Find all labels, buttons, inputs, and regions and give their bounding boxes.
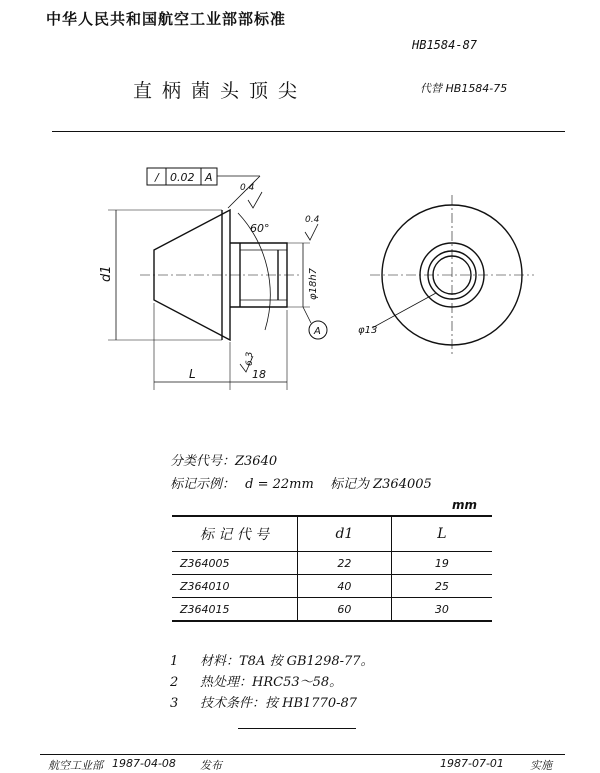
table-header-row — [172, 516, 492, 552]
header-d1: d1 — [298, 516, 392, 552]
note-text: 技术条件：按 HB1770-87 — [200, 696, 358, 711]
row-d1: 40 — [298, 575, 392, 598]
footer-effective-date: 1987-07-01 — [440, 757, 504, 770]
marking-example-value: d = 22mm — [245, 477, 314, 492]
table-row — [172, 575, 492, 598]
roughness-shank-label: 0.4 — [305, 215, 320, 225]
row-d1: 22 — [298, 552, 392, 575]
marking-example — [170, 473, 432, 492]
standard-number: HB1584-87 — [412, 38, 478, 52]
note-item — [170, 692, 357, 711]
footer-issued: 发布 — [200, 759, 222, 772]
length-l-label: L — [189, 367, 196, 381]
table-row — [172, 598, 492, 622]
row-d1: 60 — [298, 598, 392, 622]
datum-a-label: A — [314, 326, 321, 337]
shank-fit-label: φ18h7 — [308, 267, 319, 300]
technical-drawing — [0, 150, 600, 400]
d1-label: d1 — [99, 265, 114, 282]
tolerance-symbol: / — [155, 171, 159, 184]
note-number: 1 — [170, 654, 179, 669]
note-item — [170, 671, 342, 690]
tolerance-datum: A — [205, 171, 213, 184]
row-code: Z364005 — [180, 556, 230, 570]
replaces-standard: 代替 HB1584-75 — [420, 82, 508, 95]
note-text: 热处理：HRC53～58。 — [200, 675, 343, 690]
length-18-label: 18 — [252, 368, 266, 381]
note-text: 材料：T8A 按 GB1298-77。 — [200, 654, 374, 669]
roughness-mark-shank — [305, 224, 318, 240]
angle-label: 60° — [250, 222, 270, 235]
row-l: 19 — [434, 556, 449, 570]
table-row — [172, 552, 492, 575]
note-number: 3 — [170, 696, 179, 711]
footer-divider — [40, 754, 565, 755]
marking-example-suffix: 标记为 Z364005 — [329, 477, 432, 492]
category-code: 分类代号：Z3640 — [170, 454, 278, 469]
note-item — [170, 650, 374, 669]
roughness-bottom-label: 6.3 — [245, 351, 255, 366]
marking-example-prefix: 标记示例： — [170, 477, 236, 492]
table-unit: mm — [452, 498, 478, 512]
header-code: 标 记 代 号 — [199, 527, 270, 543]
footer-org: 航空工业部 — [48, 759, 103, 772]
center-bore-label: φ13 — [358, 325, 378, 336]
bore-leader — [372, 293, 436, 328]
roughness-top-label: 0.4 — [240, 183, 255, 193]
drawing-svg — [0, 150, 600, 400]
roughness-mark-top — [248, 192, 262, 208]
footer-issue-date: 1987-04-08 — [112, 757, 176, 770]
document-title: 直柄菌头顶尖 — [133, 80, 308, 102]
footer-effective: 实施 — [530, 759, 552, 772]
header-divider — [52, 131, 565, 132]
row-l: 25 — [434, 579, 449, 593]
header-l: L — [437, 526, 447, 542]
row-code: Z364010 — [180, 579, 230, 593]
note-number: 2 — [170, 675, 179, 690]
spec-table — [172, 515, 492, 622]
row-code: Z364015 — [180, 602, 230, 616]
tolerance-value: 0.02 — [170, 171, 195, 184]
row-l: 30 — [434, 602, 449, 616]
notes-end-rule — [238, 728, 356, 729]
issuing-organization: 中华人民共和国航空工业部部标准 — [46, 10, 287, 28]
